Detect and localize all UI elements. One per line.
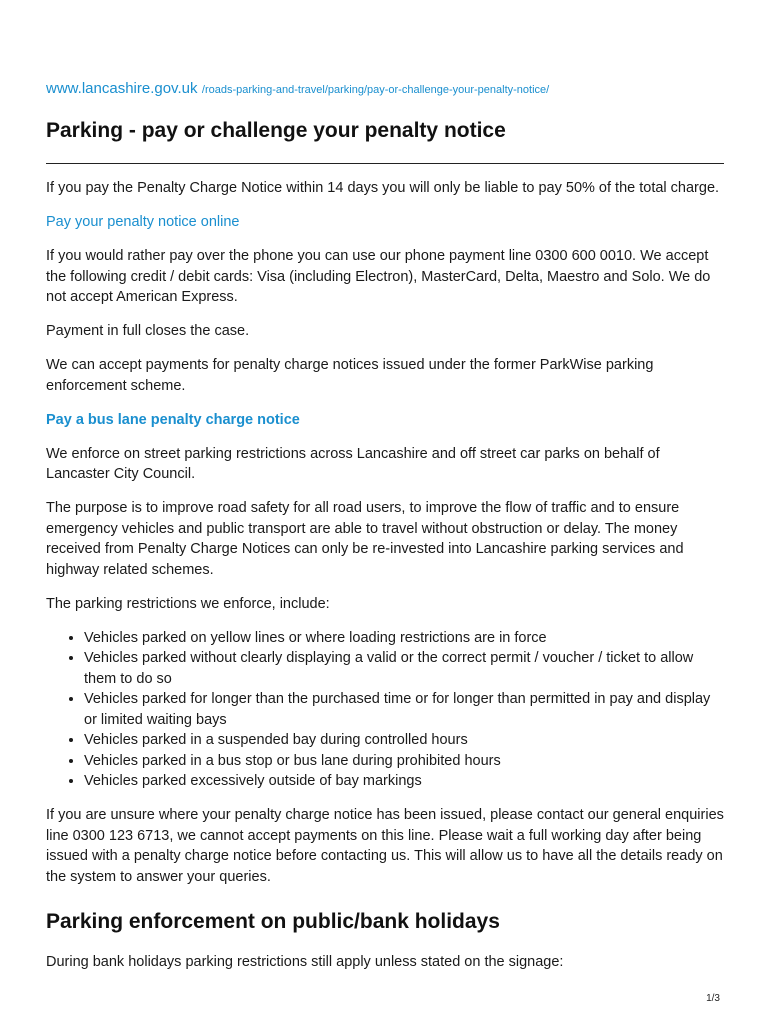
paragraph-phone-payment: If you would rather pay over the phone you can use our phone payment line 0300 600 0010. We accept the following credit / debit cards: Visa (including Electron), MasterCard, Delta, Maestro and Solo. We do not accept American Express.	[46, 248, 711, 305]
list-item: • Vehicles parked on yellow lines or where loading restrictions are in force	[84, 628, 724, 649]
paragraph-discount: If you pay the Penalty Charge Notice within 14 days you will only be liable to pay 50% of the total charge.	[46, 180, 720, 196]
list-item: • Vehicles parked in a bus stop or bus lane during prohibited hours	[84, 751, 724, 772]
paragraph-restrictions-intro: The parking restrictions we enforce, include:	[46, 595, 330, 612]
paragraph-enforcement: We enforce on street parking restrictions across Lancashire and off street car parks on behalf of Lancaster City Council.	[46, 445, 660, 482]
page-indicator: 1/3	[706, 993, 720, 1004]
url-path[interactable]: /roads-parking-and-travel/parking/pay-or-challenge-your-penalty-notice/	[201, 84, 550, 96]
list-item: • Vehicles parked for longer than the purchased time or for longer than permitted in pay and display or limited waiting bays	[84, 689, 724, 730]
paragraph-payment-closes: Payment in full closes the case.	[46, 323, 250, 339]
paragraph-parkwise: We can accept payments for penalty charge notices issued under the former ParkWise parking enforcement scheme.	[46, 357, 654, 394]
source-url[interactable]	[46, 80, 549, 98]
list-item: • Vehicles parked excessively outside of bay markings	[84, 771, 724, 792]
bus-lane-link[interactable]: Pay a bus lane penalty charge notice	[46, 411, 300, 428]
page-title: Parking - pay or challenge your penalty notice	[46, 119, 506, 142]
main-content	[46, 178, 724, 986]
pay-online-link[interactable]: Pay your penalty notice online	[46, 214, 240, 230]
restrictions-list	[46, 628, 724, 792]
paragraph-enquiries: If you are unsure where your penalty charge notice has been issued, please contact our general enquiries line 0300 123 6713, we cannot accept payments on this line. Please wait a full working day after being issued with a penalty charge notice before contacting us. This will allow us to have all the details ready on the system to answer your queries.	[46, 807, 724, 885]
paragraph-bank-holidays: During bank holidays parking restrictions still apply unless stated on the signage:	[46, 954, 564, 970]
title-divider	[46, 163, 724, 164]
url-domain[interactable]: www.lancashire.gov.uk	[46, 80, 198, 97]
list-item: • Vehicles parked in a suspended bay during controlled hours	[84, 730, 724, 751]
section-heading-bank-holidays: Parking enforcement on public/bank holidays	[46, 910, 500, 933]
list-item: • Vehicles parked without clearly displaying a valid or the correct permit / voucher / ticket to allow them to do so	[84, 648, 724, 689]
paragraph-purpose: The purpose is to improve road safety for all road users, to improve the flow of traffic and to ensure emergency vehicles and public transport are able to travel without obstruction or delay. The money received from Penalty Charge Notices can only be re-invested into Lancashire parking services and highway related schemes.	[46, 500, 684, 578]
